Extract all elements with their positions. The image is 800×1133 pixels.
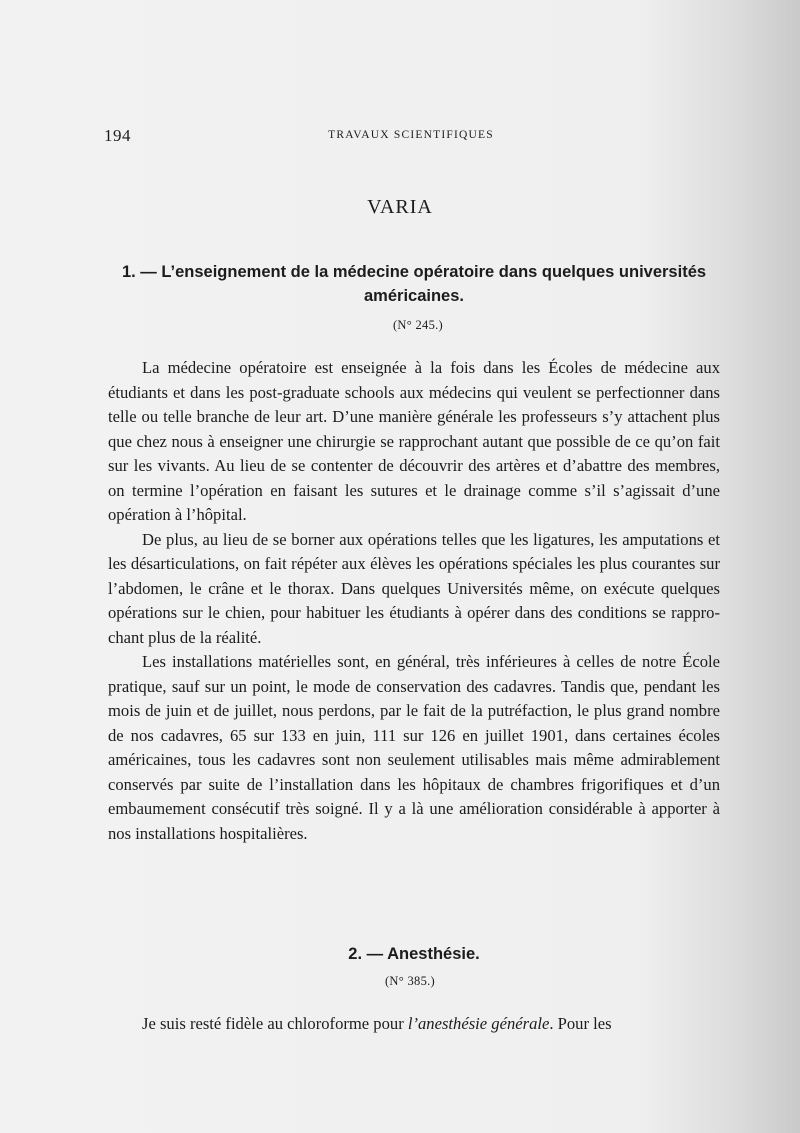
page-number: 194 <box>104 126 131 145</box>
article-2-text-end: . Pour les <box>549 1014 612 1033</box>
article-1-heading-line-1: 1. — L’enseignement de la médecine opératoire dans quelques universités <box>121 263 707 281</box>
page-header <box>104 126 718 150</box>
article-1-reference: (N° 245.) <box>392 318 444 332</box>
article-2-heading: 2. — Anesthésie. <box>348 945 480 963</box>
section-title: VARIA <box>367 196 433 218</box>
article-1-heading <box>108 260 720 308</box>
article-2-paragraph <box>108 1012 720 1037</box>
article-1-paragraph: De plus, au lieu de se borner aux opérations telles que les ligatures, les amputations et les désarticulations, on fait répéter aux élèves les opérations spéciales les plus courantes sur l’abdomen, le crâne et le thorax. Dans quelques Universités même, on exécute quelques opérations sur le chien, pour habituer les étudiants à opérer dans des conditions se rapprochant plus de la réalité. <box>108 529 720 647</box>
running-head: TRAVAUX SCIENTIFIQUES <box>328 129 494 141</box>
article-2-text-italic: l’anesthésie générale <box>407 1014 550 1033</box>
article-1-paragraph: La médecine opératoire est enseignée à la fois dans les Écoles de médecine aux étudiants et dans les post-graduate schools aux médecins qui veulent se perfectionner dans telle ou telle branche de leur art. D’une manière générale les professeurs s’y attachent plus que chez nous à enseigner une chirurgie se rapprochant autant que possible de ce qu’on fait sur les vivants. Au lieu de se contenter de découvrir des artères et d’abattre des membres, on termine l’opération en faisant les sutures et le drainage comme s’il s’agissait d’une opération à l’hôpital. <box>108 358 720 524</box>
article-2-reference: (N° 385.) <box>384 974 436 988</box>
article-1-body <box>108 356 720 846</box>
article-1-paragraph: Les installations matérielles sont, en général, très inférieures à celles de notre École pratique, sauf sur un point, le mode de conservation des cadavres. Tandis que, pendant les mois de juin et de juillet, nous perdons, par le fait de la putréfaction, le plus grand nombre de nos cadavres, 65 sur 133 en juin, 111 sur 126 en juillet 1901, dans certaines écoles américaines, tous les cadavres sont non seulement utilisables mais même admirablement conservés par suite de l’installation dans les hôpitaux de chambres frigorifiques et d’un embaumement consécutif très soigné. Il y a là une amélioration considérable à apporter à nos installations hospitalières. <box>108 652 720 843</box>
article-2-text-start: Je suis resté fidèle au chloroforme pour <box>142 1014 408 1033</box>
article-2-body <box>108 1012 720 1037</box>
article-1-heading-line-2: américaines. <box>364 287 464 305</box>
